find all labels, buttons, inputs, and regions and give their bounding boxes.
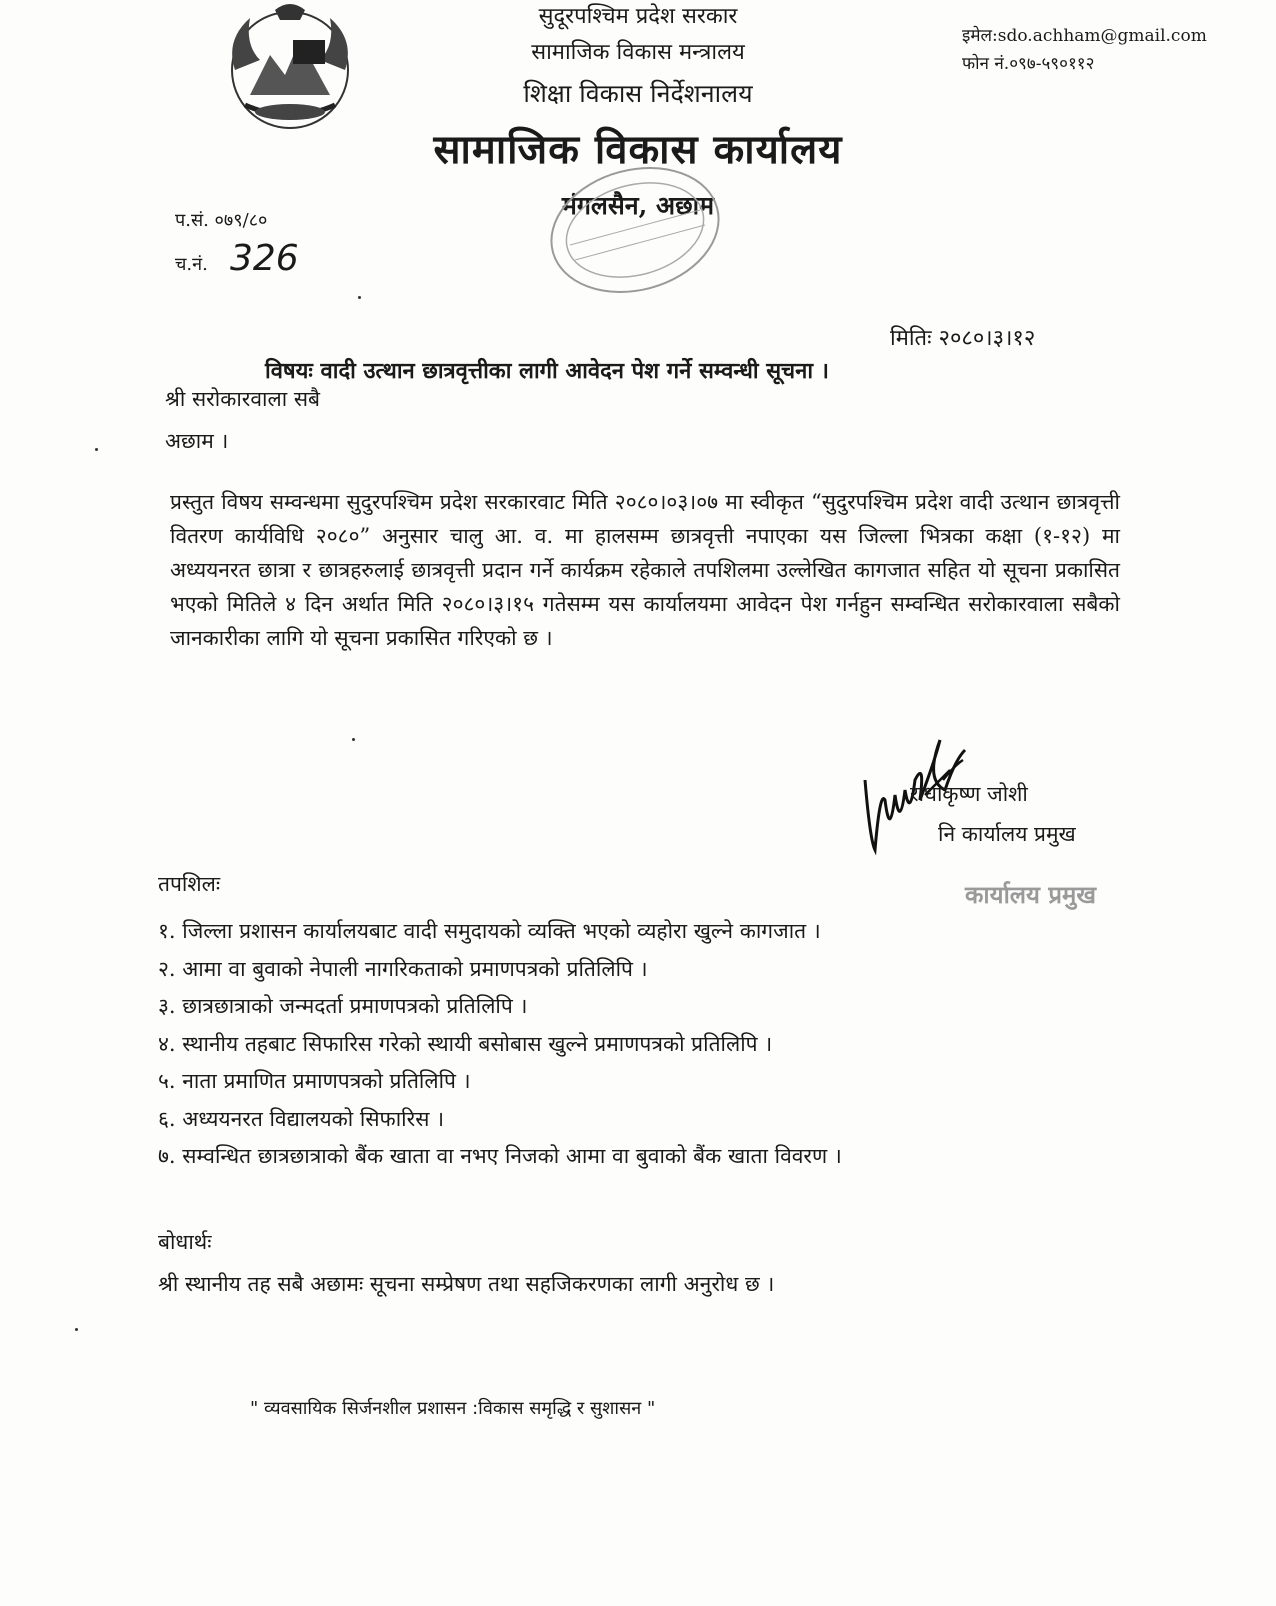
contact-email: इमेल:sdo.achham@gmail.com [962,26,1207,46]
footer-slogan: " व्यवसायिक सिर्जनशील प्रशासन :विकास समृद्धि र सुशासन " [250,1398,656,1419]
ministry-line: सामाजिक विकास मन्त्रालय [531,40,745,65]
list-item: ७. सम्वन्धित छात्रछात्राको बैंक खाता वा नभए निजको आमा वा बुवाको बैंक खाता विवरण । [158,1144,842,1168]
province-government-line: सुदूरपश्चिम प्रदेश सरकार [538,4,738,29]
chalani-label: च.नं. [175,254,208,275]
contact-block [962,22,1207,78]
scan-speck [352,738,355,741]
office-location: मंगलसैन, अछाम [561,191,715,220]
scan-speck [75,1328,78,1331]
contact-phone: फोन नं.०९७-५९०११२ [962,54,1095,74]
signatory-title: नि कार्यालय प्रमुख [938,822,1076,846]
tapsil-heading: तपशिलः [158,872,221,896]
list-item: १. जिल्ला प्रशासन कार्यालयबाट वादी समुदायको व्यक्ति भएको व्यहोरा खुल्ने कागजात । [158,919,821,943]
scan-speck [95,448,98,451]
reference-ps: प.सं. ०७९/८० [175,210,268,231]
directorate-line: शिक्षा विकास निर्देशनालय [523,79,753,108]
addressee-line-1: श्री सरोकारवाला सबै [165,387,321,411]
list-item: ३. छात्रछात्राको जन्मदर्ता प्रमाणपत्रको प्रतिलिपि । [158,994,528,1018]
signatory-name: राधाकृष्ण जोशी [910,782,1028,806]
list-item: २. आमा वा बुवाको नेपाली नागरिकताको प्रमाणपत्रको प्रतिलिपि । [158,956,648,981]
letter-date: मितिः २०८०।३।१२ [890,326,1036,351]
list-item: ६. अध्ययनरत विद्यालयको सिफारिस । [158,1106,445,1131]
tapsil-list [158,913,842,1176]
office-seal-stamp [540,160,730,300]
office-name: सामाजिक विकास कार्यालय [433,126,843,173]
designation-stamp: कार्यालय प्रमुख [965,880,1096,909]
list-item: ४. स्थानीय तहबाट सिफारिस गरेको स्थायी बसोबास खुल्ने प्रमाणपत्रको प्रतिलिपि । [158,1031,773,1056]
list-item: ५. नाता प्रमाणित प्रमाणपत्रको प्रतिलिपि । [158,1069,471,1093]
letter-subject: विषयः वादी उत्थान छात्रवृत्तीका लागी आवेदन पेश गर्ने सम्वन्धी सूचना । [265,358,830,384]
cc-heading: बोधार्थः [158,1230,212,1254]
chalani-number: 326 [230,238,299,279]
scan-speck [358,296,361,299]
addressee-line-2: अछाम । [165,429,229,453]
cc-line: श्री स्थानीय तह सबै अछामः सूचना सम्प्रेषण तथा सहजिकरणका लागी अनुरोध छ । [158,1272,775,1296]
letter-body: प्रस्तुत विषय सम्वन्धमा सुदुरपश्चिम प्रदेश सरकारवाट मिति २०८०।०३।०७ मा स्वीकृत “सुदुरपश्चिम प्रदेश वादी उत्थान छात्रवृत्ती वितरण कार्यविधि २०८०” अनुसार चालु आ. व. मा हालसम्म छात्रवृत्ती नपाएका यस जिल्ला भित्रका कक्षा (१-१२) मा अध्ययनरत छात्रा र छात्रहरुलाई छात्रवृत्ती प्रदान गर्ने कार्यक्रम रहेकाले तपशिलमा उल्लेखित कागजात सहित यो सूचना प्रकासित भएको मितिले ४ दिन अर्थात मिति २०८०।३।१५ गतेसम्म यस कार्यालयमा आवेदन पेश गर्नहुन सम्वन्धित सरोकारवाला सबैको जानकारीका लागि यो सूचना प्रकासित गरिएको छ । [170,490,1120,650]
